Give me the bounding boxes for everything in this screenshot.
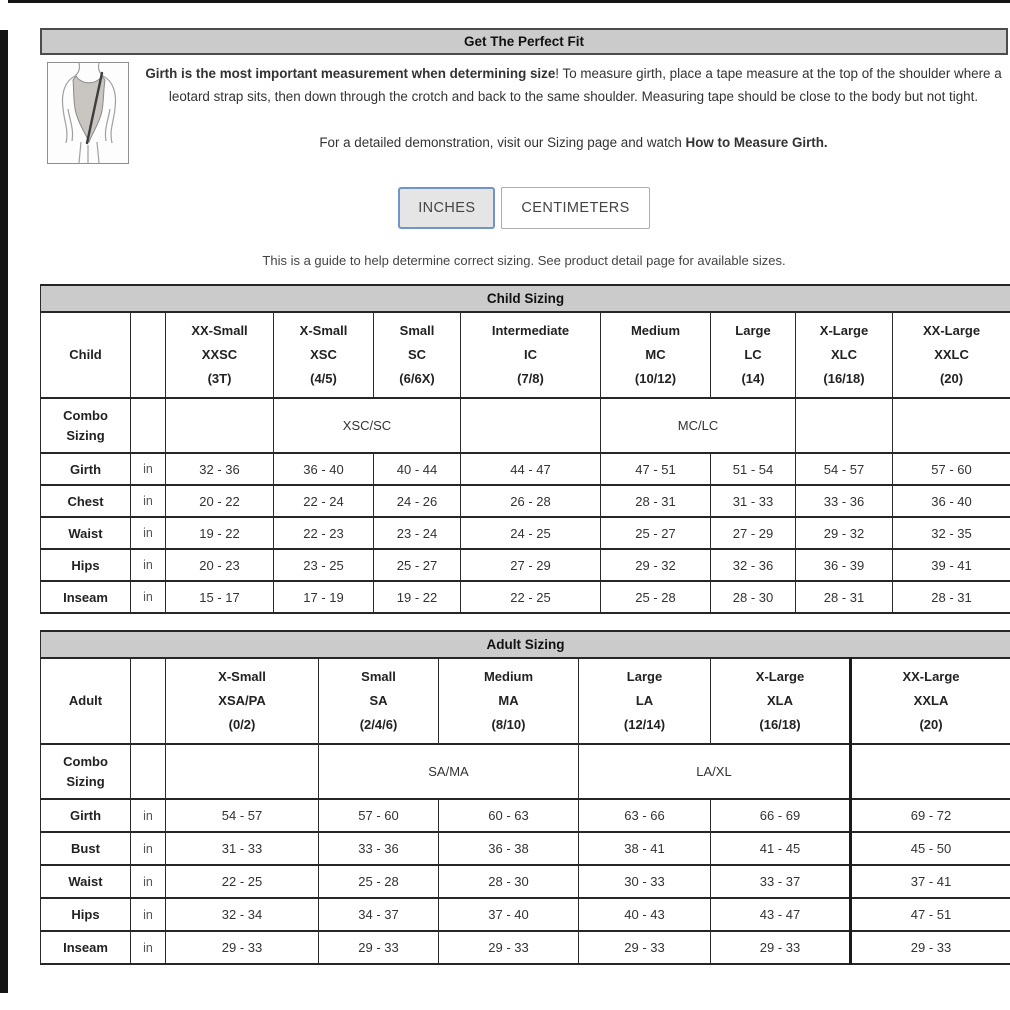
measurement-value: 29 - 32 (796, 517, 893, 549)
measurement-row (41, 485, 1010, 517)
measurement-label: Bust (41, 832, 131, 865)
measurement-row (41, 517, 1010, 549)
size-name: Medium (483, 668, 534, 684)
size-range: (14) (741, 371, 765, 387)
size-code: IC (524, 346, 537, 362)
measurement-label: Girth (41, 453, 131, 485)
size-name: Intermediate (491, 322, 570, 338)
size-code: MC (645, 346, 666, 362)
size-range: (8/10) (491, 717, 526, 733)
size-code: XXLC (934, 346, 969, 362)
measurement-value: 24 - 26 (374, 485, 461, 517)
combo-sizing-cell (166, 398, 274, 453)
adult-sizing-table (40, 630, 1010, 965)
measurement-value: 29 - 33 (319, 931, 439, 964)
measurement-value: 37 - 41 (851, 865, 1010, 898)
demo-instruction (141, 131, 1006, 154)
measurement-value: 28 - 31 (893, 581, 1010, 613)
page-title: Get The Perfect Fit (40, 28, 1008, 55)
measurement-value: 28 - 30 (711, 581, 796, 613)
measurement-value: 45 - 50 (851, 832, 1010, 865)
combo-sizing-label: Combo Sizing (41, 744, 131, 799)
measurement-unit: in (131, 485, 166, 517)
size-range: (12/14) (623, 717, 666, 733)
measurement-value: 47 - 51 (851, 898, 1010, 931)
combo-sizing-cell: XSC/SC (274, 398, 461, 453)
measurement-value: 27 - 29 (461, 549, 601, 581)
unit-toggle (40, 187, 1008, 229)
measurement-value: 20 - 22 (166, 485, 274, 517)
intro-section (40, 62, 1008, 164)
measurement-value: 32 - 34 (166, 898, 319, 931)
measurement-unit: in (131, 453, 166, 485)
size-column-header (711, 658, 851, 744)
combo-sizing-label: Combo Sizing (41, 398, 131, 453)
measurement-row (41, 865, 1010, 898)
measurement-value: 25 - 27 (601, 517, 711, 549)
measurement-value: 25 - 27 (374, 549, 461, 581)
child-sizing-table (40, 284, 1010, 614)
size-range: (0/2) (228, 717, 256, 733)
measurement-row (41, 931, 1010, 964)
size-range: (20) (939, 371, 964, 387)
measurement-label: Inseam (41, 581, 131, 613)
size-code: XLC (831, 346, 857, 362)
frame-edge-top (8, 0, 1010, 3)
size-range: (6/6X) (399, 371, 435, 387)
size-range: (20) (919, 717, 943, 733)
measurement-value: 39 - 41 (893, 549, 1010, 581)
size-range: (2/4/6) (359, 717, 398, 733)
measurement-value: 32 - 36 (166, 453, 274, 485)
size-code: XXLA (913, 692, 949, 708)
measurement-value: 30 - 33 (579, 865, 711, 898)
measurement-value: 44 - 47 (461, 453, 601, 485)
size-range: (3T) (207, 371, 232, 387)
measurement-value: 34 - 37 (319, 898, 439, 931)
table-row-group-label: Adult (41, 658, 131, 744)
measurement-value: 32 - 35 (893, 517, 1010, 549)
measurement-value: 17 - 19 (274, 581, 374, 613)
measurement-unit: in (131, 931, 166, 964)
sizing-guide-page (40, 28, 1008, 965)
girth-instructions-rest: ! To measure girth, place a tape measure at the top of the shoulder where a leotard strap sits, then down through the crotch and back to the same shoulder. Measuring tape should be close to the body but not tight. (168, 66, 1002, 105)
measurement-value: 22 - 25 (166, 865, 319, 898)
girth-instructions (141, 62, 1006, 109)
measurement-label: Hips (41, 898, 131, 931)
measurement-value: 27 - 29 (711, 517, 796, 549)
measurement-value: 29 - 33 (439, 931, 579, 964)
measurement-value: 43 - 47 (711, 898, 851, 931)
measurement-value: 26 - 28 (461, 485, 601, 517)
measurement-value: 15 - 17 (166, 581, 274, 613)
size-name: X-Small (218, 668, 266, 684)
measurement-unit: in (131, 832, 166, 865)
measurement-value: 31 - 33 (711, 485, 796, 517)
measurement-value: 22 - 24 (274, 485, 374, 517)
size-range: (16/18) (823, 371, 865, 387)
measurement-value: 25 - 28 (601, 581, 711, 613)
size-name: XX-Large (902, 668, 960, 684)
size-code: XLA (767, 692, 793, 708)
size-code: SA (369, 692, 388, 708)
measurement-value: 28 - 31 (796, 581, 893, 613)
size-code: XSC (310, 346, 337, 362)
measurement-value: 29 - 32 (601, 549, 711, 581)
size-column-header (601, 312, 711, 398)
measurement-value: 20 - 23 (166, 549, 274, 581)
measurement-value: 36 - 40 (893, 485, 1010, 517)
size-column-header (274, 312, 374, 398)
measurement-value: 29 - 33 (166, 931, 319, 964)
measurement-value: 19 - 22 (166, 517, 274, 549)
table-title: Adult Sizing (41, 631, 1010, 658)
size-range: (7/8) (517, 371, 544, 387)
measurement-unit: in (131, 799, 166, 832)
size-name: X-Small (299, 322, 348, 338)
size-range: (10/12) (634, 371, 677, 387)
frame-edge-left (0, 30, 8, 993)
measurement-unit: in (131, 898, 166, 931)
size-name: XX-Large (922, 322, 981, 338)
size-column-header (711, 312, 796, 398)
measurement-value: 41 - 45 (711, 832, 851, 865)
measurement-value: 32 - 36 (711, 549, 796, 581)
measurement-value: 40 - 44 (374, 453, 461, 485)
measurement-value: 28 - 31 (601, 485, 711, 517)
measurement-value: 57 - 60 (319, 799, 439, 832)
measurement-label: Inseam (41, 931, 131, 964)
girth-instructions-bold: Girth is the most important measurement when determining size (145, 66, 556, 81)
size-column-header (319, 658, 439, 744)
size-column-header (851, 658, 1010, 744)
measurement-value: 40 - 43 (579, 898, 711, 931)
measurement-row (41, 898, 1010, 931)
measurement-value: 51 - 54 (711, 453, 796, 485)
size-code: MA (498, 692, 519, 708)
unit-column-cell (131, 398, 166, 453)
table-title: Child Sizing (41, 285, 1010, 312)
size-code: SC (407, 346, 427, 362)
centimeters-button[interactable]: CENTIMETERS (501, 187, 649, 229)
measurement-value: 69 - 72 (851, 799, 1010, 832)
measurement-label: Waist (41, 865, 131, 898)
measurement-value: 29 - 33 (851, 931, 1010, 964)
combo-sizing-cell (851, 744, 1010, 799)
size-range: (4/5) (310, 371, 337, 387)
measurement-label: Girth (41, 799, 131, 832)
size-name: Large (735, 322, 771, 338)
combo-sizing-cell: SA/MA (319, 744, 579, 799)
measurement-value: 63 - 66 (579, 799, 711, 832)
measurement-value: 22 - 25 (461, 581, 601, 613)
measurement-value: 54 - 57 (796, 453, 893, 485)
size-column-header (439, 658, 579, 744)
measurement-value: 23 - 24 (374, 517, 461, 549)
measurement-value: 29 - 33 (711, 931, 851, 964)
measurement-value: 25 - 28 (319, 865, 439, 898)
size-column-header (461, 312, 601, 398)
measurement-row (41, 581, 1010, 613)
measurement-row (41, 799, 1010, 832)
demo-instruction-bold: How to Measure Girth. (685, 134, 828, 150)
measurement-row (41, 453, 1010, 485)
measurement-value: 31 - 33 (166, 832, 319, 865)
size-name: Medium (630, 322, 681, 338)
size-code: LA (635, 692, 654, 708)
measurement-value: 19 - 22 (374, 581, 461, 613)
measurement-value: 33 - 37 (711, 865, 851, 898)
combo-sizing-cell (796, 398, 893, 453)
measurement-value: 23 - 25 (274, 549, 374, 581)
measurement-label: Hips (41, 549, 131, 581)
unit-column-cell (131, 744, 166, 799)
size-code: XXSC (201, 346, 238, 362)
size-name: Large (626, 668, 663, 684)
leotard-illustration (48, 63, 128, 163)
measurement-value: 22 - 23 (274, 517, 374, 549)
inches-button[interactable]: INCHES (398, 187, 495, 229)
measurement-value: 54 - 57 (166, 799, 319, 832)
size-column-header (579, 658, 711, 744)
measurement-value: 47 - 51 (601, 453, 711, 485)
size-name: X-Large (755, 668, 805, 684)
measurement-value: 66 - 69 (711, 799, 851, 832)
size-column-header (796, 312, 893, 398)
measurement-row (41, 832, 1010, 865)
combo-sizing-cell (893, 398, 1010, 453)
measurement-value: 57 - 60 (893, 453, 1010, 485)
size-name: Small (361, 668, 396, 684)
combo-sizing-cell: MC/LC (601, 398, 796, 453)
unit-column-header (131, 658, 166, 744)
measurement-row (41, 549, 1010, 581)
size-code: LC (744, 346, 762, 362)
measurement-value: 36 - 39 (796, 549, 893, 581)
demo-instruction-prefix: For a detailed demonstration, visit our Sizing page and watch (319, 134, 686, 150)
size-code: XSA/PA (218, 692, 266, 708)
measurement-value: 60 - 63 (439, 799, 579, 832)
table-row-group-label: Child (41, 312, 131, 398)
measurement-unit: in (131, 865, 166, 898)
size-column-header (374, 312, 461, 398)
size-column-header (166, 658, 319, 744)
size-name: Small (399, 322, 435, 338)
combo-sizing-cell (166, 744, 319, 799)
measurement-value: 28 - 30 (439, 865, 579, 898)
measurement-value: 29 - 33 (579, 931, 711, 964)
measurement-value: 36 - 40 (274, 453, 374, 485)
size-column-header (166, 312, 274, 398)
measurement-value: 37 - 40 (439, 898, 579, 931)
girth-measurement-figure (47, 62, 129, 164)
measurement-unit: in (131, 517, 166, 549)
measurement-value: 24 - 25 (461, 517, 601, 549)
size-name: X-Large (819, 322, 869, 338)
measurement-value: 33 - 36 (319, 832, 439, 865)
measurement-value: 33 - 36 (796, 485, 893, 517)
sizing-guide-note: This is a guide to help determine correct sizing. See product detail page for available sizes. (262, 253, 786, 268)
unit-column-header (131, 312, 166, 398)
measurement-value: 36 - 38 (439, 832, 579, 865)
measurement-label: Waist (41, 517, 131, 549)
measurement-unit: in (131, 581, 166, 613)
measurement-label: Chest (41, 485, 131, 517)
combo-sizing-cell (461, 398, 601, 453)
size-range: (16/18) (759, 717, 801, 733)
measurement-value: 38 - 41 (579, 832, 711, 865)
combo-sizing-cell: LA/XL (579, 744, 851, 799)
size-column-header (893, 312, 1010, 398)
measurement-unit: in (131, 549, 166, 581)
size-name: XX-Small (191, 322, 248, 338)
intro-text (129, 62, 1008, 154)
